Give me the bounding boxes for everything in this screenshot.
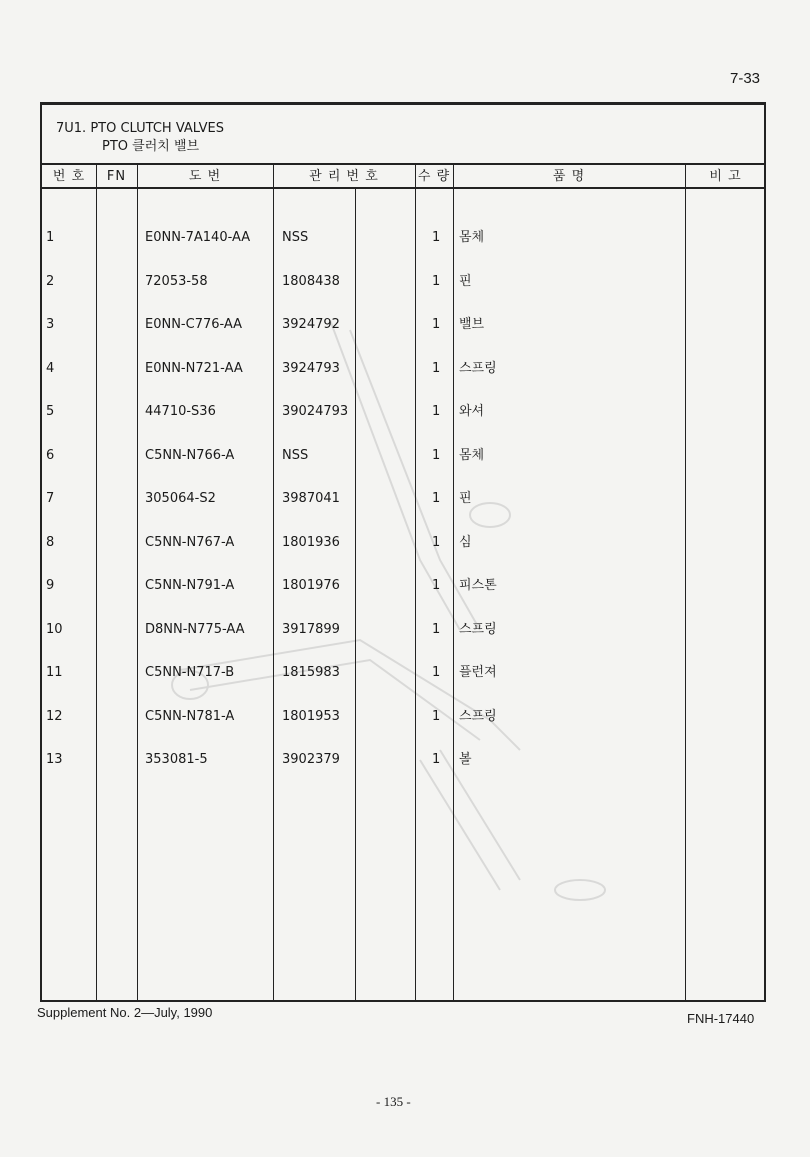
cell-qty: 1 <box>432 752 441 767</box>
column-mgmt-number <box>282 202 348 797</box>
cell-qty: 1 <box>432 534 441 550</box>
cell-description: 심 <box>459 534 472 550</box>
cell-part-number: 353081-5 <box>145 752 208 767</box>
cell-mgmt-number: 3924793 <box>282 360 340 376</box>
cell-qty: 1 <box>432 621 441 637</box>
cell-part-number: 72053-58 <box>145 273 208 289</box>
cell-no: 6 <box>46 447 55 463</box>
cell-mgmt-number: 39024793 <box>282 404 349 419</box>
column-divider <box>273 165 274 1000</box>
cell-no: 10 <box>46 621 63 637</box>
cell-no: 4 <box>46 360 55 376</box>
cell-no: 3 <box>46 317 55 332</box>
cell-description: 플런져 <box>459 665 497 680</box>
cell-mgmt-number: 1815983 <box>282 665 340 680</box>
section-number: 7-33 <box>730 70 761 87</box>
cell-description: 스프링 <box>459 708 497 724</box>
cell-mgmt-number: 1801936 <box>282 534 340 550</box>
cell-description: 스프링 <box>459 360 497 376</box>
cell-no: 1 <box>46 230 55 245</box>
cell-description: 몸체 <box>459 230 485 245</box>
header-remarks: 비 고 <box>709 169 742 184</box>
header-fn: FN <box>106 169 127 184</box>
cell-mgmt-number: 3917899 <box>282 621 340 637</box>
cell-mgmt-number: NSS <box>282 447 309 463</box>
cell-mgmt-number: 3902379 <box>282 752 340 767</box>
column-divider <box>96 165 97 1000</box>
cell-qty: 1 <box>432 665 441 680</box>
cell-no: 9 <box>46 578 55 593</box>
cell-qty: 1 <box>432 317 441 332</box>
cell-mgmt-number: 3987041 <box>282 491 340 506</box>
cell-no: 12 <box>46 708 63 724</box>
cell-qty: 1 <box>432 404 441 419</box>
cell-no: 13 <box>46 752 63 767</box>
cell-no: 2 <box>46 273 55 289</box>
header-qty: 수 량 <box>417 169 451 184</box>
cell-part-number: E0NN-C776-AA <box>145 317 243 332</box>
cell-description: 스프링 <box>459 621 497 637</box>
cell-qty: 1 <box>432 491 441 506</box>
cell-mgmt-number: NSS <box>282 230 309 245</box>
cell-mgmt-number: 1801976 <box>282 578 340 593</box>
parts-table-frame <box>40 102 766 1002</box>
title-english: 7U1. PTO CLUTCH VALVES <box>56 121 224 136</box>
cell-no: 8 <box>46 534 55 550</box>
cell-part-number: C5NN-N791-A <box>145 578 235 593</box>
column-part-number <box>145 202 250 797</box>
cell-part-number: C5NN-N766-A <box>145 447 235 463</box>
column-divider <box>137 165 138 1000</box>
cell-part-number: D8NN-N775-AA <box>145 621 245 637</box>
page-number: - 135 - <box>376 1094 411 1109</box>
cell-description: 핀 <box>459 491 472 506</box>
cell-mgmt-number: 1801953 <box>282 708 340 724</box>
cell-part-number: 44710-S36 <box>145 404 216 419</box>
cell-part-number: C5NN-N717-B <box>145 665 235 680</box>
cell-description: 볼 <box>459 752 472 767</box>
cell-qty: 1 <box>432 578 441 593</box>
column-qty <box>432 202 449 797</box>
cell-part-number: E0NN-7A140-AA <box>145 230 251 245</box>
cell-mgmt-number: 3924792 <box>282 317 340 332</box>
header-description: 품 명 <box>552 169 586 184</box>
column-divider <box>415 165 416 1000</box>
header-part-number: 도 번 <box>188 169 222 184</box>
cell-description: 몸체 <box>459 447 485 463</box>
cell-qty: 1 <box>432 273 441 289</box>
cell-description: 피스톤 <box>459 578 497 593</box>
cell-no: 5 <box>46 404 55 419</box>
cell-qty: 1 <box>432 447 441 463</box>
table-header-row <box>42 165 764 189</box>
column-description <box>459 202 497 797</box>
cell-qty: 1 <box>432 360 441 376</box>
cell-qty: 1 <box>432 230 441 245</box>
cell-part-number: C5NN-N767-A <box>145 534 235 550</box>
cell-description: 핀 <box>459 273 472 289</box>
column-divider <box>453 165 454 1000</box>
header-no: 번 호 <box>52 169 86 184</box>
supplement-note: Supplement No. 2—July, 1990 <box>37 1005 213 1020</box>
document-code: FNH-17440 <box>687 1011 755 1026</box>
column-divider <box>685 165 686 1000</box>
cell-mgmt-number: 1808438 <box>282 273 340 289</box>
cell-description: 밸브 <box>459 317 485 332</box>
column-no <box>46 202 63 797</box>
cell-no: 11 <box>46 665 63 680</box>
cell-no: 7 <box>46 491 55 506</box>
title-korean: PTO 클러치 밸브 <box>102 139 200 154</box>
title-block <box>42 105 764 165</box>
cell-qty: 1 <box>432 708 441 724</box>
cell-part-number: E0NN-N721-AA <box>145 360 243 376</box>
column-divider <box>355 189 356 1000</box>
header-mgmt-number: 관 리 번 호 <box>309 169 379 184</box>
cell-part-number: 305064-S2 <box>145 491 216 506</box>
cell-description: 와셔 <box>459 404 485 419</box>
cell-part-number: C5NN-N781-A <box>145 708 235 724</box>
